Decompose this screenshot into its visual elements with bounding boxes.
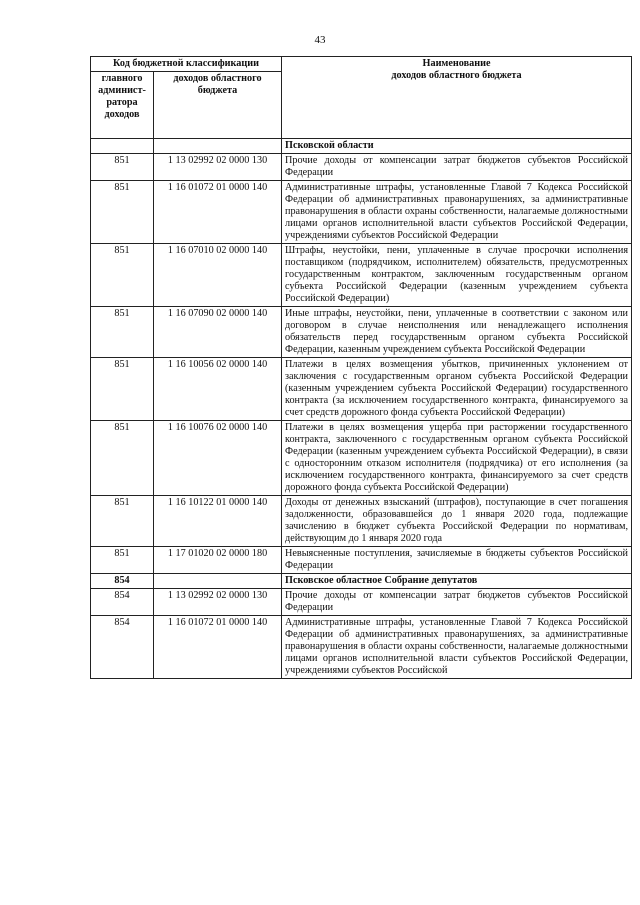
- admin-cell: 851: [91, 307, 154, 358]
- code-cell: 1 16 07090 02 0000 140: [154, 307, 282, 358]
- table-header-row: [91, 57, 632, 72]
- table-row: [91, 616, 632, 679]
- name-cell: Псковское областное Собрание депутатов: [282, 574, 632, 589]
- col-header-name: [282, 57, 632, 139]
- name-cell: Платежи в целях возмещения убытков, причиненных уклонением от заключения с государственным органом субъекта Российской Федерации (казенным учреждением субъекта Российской Федерации) государственного контракта (за исключением государственного контракта, финансируемого за счет средств дорожного фонда субъекта Российской Федерации): [282, 358, 632, 421]
- col-header-admin: [91, 72, 154, 139]
- code-cell: 1 13 02992 02 0000 130: [154, 154, 282, 181]
- admin-cell: 851: [91, 496, 154, 547]
- table-row: [91, 244, 632, 307]
- name-cell: Административные штрафы, установленные Главой 7 Кодекса Российской Федерации об административных правонарушениях, за административные правонарушения в области охраны собственности, налагаемые должностными лицами органов исполнительной власти субъектов Российской Федерации, учреждениями субъектов Российской: [282, 616, 632, 679]
- col-header-name-line: Наименование: [422, 58, 491, 69]
- table-row: [91, 307, 632, 358]
- admin-cell: 854: [91, 574, 154, 589]
- table-row: [91, 496, 632, 547]
- admin-cell: 851: [91, 547, 154, 574]
- table-row: [91, 547, 632, 574]
- table-row: [91, 358, 632, 421]
- name-cell: Административные штрафы, установленные Главой 7 Кодекса Российской Федерации об административных правонарушениях, за административные правонарушения в области охраны собственности, налагаемые должностными лицами органов исполнительной власти субъектов Российской Федерации, учреждениями субъектов Российской Федерации: [282, 181, 632, 244]
- col-header-code-line: бюджета: [197, 85, 238, 96]
- admin-cell: [91, 139, 154, 154]
- name-cell: Прочие доходы от компенсации затрат бюджетов субъектов Российской Федерации: [282, 154, 632, 181]
- col-header-code-line: доходов областного: [173, 73, 262, 84]
- name-cell: Псковской области: [282, 139, 632, 154]
- table-row: [91, 589, 632, 616]
- code-cell: 1 16 10056 02 0000 140: [154, 358, 282, 421]
- col-header-admin-line: ратора: [106, 97, 138, 108]
- admin-cell: 854: [91, 616, 154, 679]
- name-cell: Прочие доходы от компенсации затрат бюджетов субъектов Российской Федерации: [282, 589, 632, 616]
- table-row: [91, 421, 632, 496]
- code-cell: 1 16 01072 01 0000 140: [154, 181, 282, 244]
- col-header-code: [154, 72, 282, 139]
- col-header-admin-line: доходов: [104, 109, 140, 120]
- admin-cell: 851: [91, 154, 154, 181]
- code-cell: 1 16 10076 02 0000 140: [154, 421, 282, 496]
- name-cell: Доходы от денежных взысканий (штрафов), поступающие в счет погашения задолженности, образовавшейся до 1 января 2020 года, подлежащие зачислению в бюджет субъекта Российской Федерации по нормативам, действующим до 1 января 2020 года: [282, 496, 632, 547]
- name-cell: Платежи в целях возмещения ущерба при расторжении государственного контракта, заключенного с государственным органом субъекта Российской Федерации (казенным учреждением субъекта Российской Федерации), в связи с односторонним отказом исполнителя (подрядчика) от его исполнения (за исключением государственного контракта, финансируемого за счет средств дорожного фонда субъекта Российской Федерации): [282, 421, 632, 496]
- admin-cell: 851: [91, 358, 154, 421]
- code-cell: [154, 574, 282, 589]
- name-cell: Невыясненные поступления, зачисляемые в бюджеты субъектов Российской Федерации: [282, 547, 632, 574]
- col-header-name-line: доходов областного бюджета: [391, 70, 522, 81]
- code-cell: 1 13 02992 02 0000 130: [154, 589, 282, 616]
- page-number: 43: [314, 34, 326, 46]
- code-cell: 1 16 01072 01 0000 140: [154, 616, 282, 679]
- code-cell: 1 16 07010 02 0000 140: [154, 244, 282, 307]
- income-classification-table: [90, 56, 632, 679]
- group-header: Код бюджетной классификации: [91, 57, 282, 72]
- code-cell: 1 16 10122 01 0000 140: [154, 496, 282, 547]
- admin-cell: 851: [91, 244, 154, 307]
- name-cell: Иные штрафы, неустойки, пени, уплаченные в соответствии с законом или договором в случае неисполнения или ненадлежащего исполнения обязательств перед государственным органом субъекта Российской Федерации, казенным учреждением субъекта Российской Федерации: [282, 307, 632, 358]
- section-row: [91, 139, 632, 154]
- col-header-admin-line: главного: [101, 73, 143, 84]
- col-header-admin-line: админист-: [98, 85, 146, 96]
- section-row: [91, 574, 632, 589]
- table-row: [91, 181, 632, 244]
- table-row: [91, 154, 632, 181]
- code-cell: [154, 139, 282, 154]
- admin-cell: 854: [91, 589, 154, 616]
- admin-cell: 851: [91, 421, 154, 496]
- admin-cell: 851: [91, 181, 154, 244]
- name-cell: Штрафы, неустойки, пени, уплаченные в случае просрочки исполнения поставщиком (подрядчиком, исполнителем) обязательств, предусмотренных государственным контрактом, заключенным государственным органом субъекта Российской Федерации (казенным учреждением субъекта Российской Федерации): [282, 244, 632, 307]
- code-cell: 1 17 01020 02 0000 180: [154, 547, 282, 574]
